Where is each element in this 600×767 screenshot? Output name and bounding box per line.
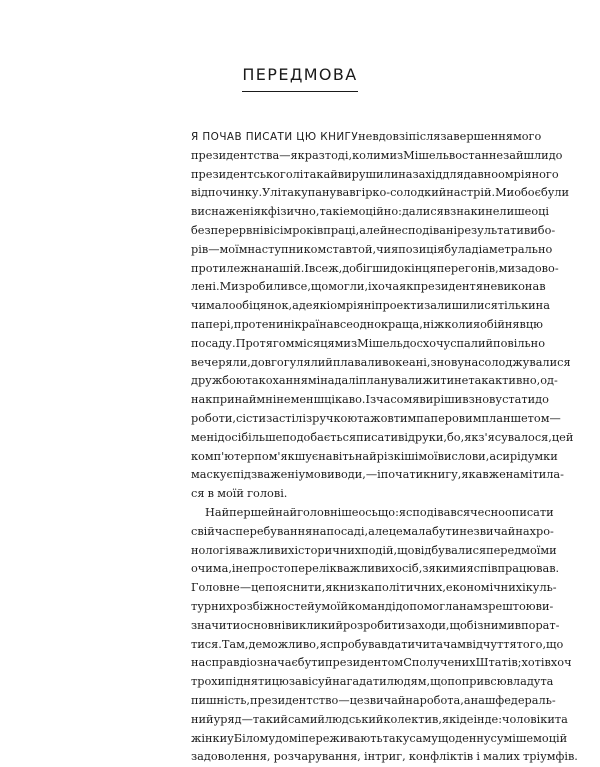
text-line: вечеряли, довго гуляли й плавали в океані, знову насолоджувалися xyxy=(191,355,571,369)
text-line: посаду. Протягом місяця ми з Мішель досхочу спали й повільно xyxy=(191,336,546,350)
text-line: виснажені як фізично, так і емоційно: далися взнаки не лише оці xyxy=(191,205,549,219)
text-line: нологія важливих історичних подій, що відбувалися перед моїми xyxy=(191,543,557,557)
text-line: рів — моїм наступником став той, чия позиція була діаметрально xyxy=(191,242,553,256)
text-line: протилежна нашій. І все ж, добігши до кінця перегонів, ми задово- xyxy=(191,261,559,275)
text-line: маскує під зважені умовиводи, — і почати книгу, яка вже намітила- xyxy=(191,468,564,482)
text-line: мені досі більше подобається писати від руки, бо, як з'ясувалося, цей xyxy=(191,430,574,444)
text-line: очима, і не просто перелік важливих осіб, з якими я співпрацював. xyxy=(191,562,560,576)
text-line: безперервні вісім років праці, але й несподівані результати вибо- xyxy=(191,223,556,237)
text-line: комп'ютер пом'якшує навіть найрізкіші мої вислови, а сирі думки xyxy=(191,449,558,463)
text-line: жінки у Білому домі переживають таку саму щоденну суміш емоцій xyxy=(191,731,568,745)
text-line: Головне — це пояснити, як низка політичних, економічних і куль- xyxy=(191,581,557,595)
text-line: тися. Там, де можливо, я спробував дати читачам відчуття того, що xyxy=(191,637,564,651)
text-line: чимало обіцянок, а деякі омріяні проекти залишилися тільки на xyxy=(191,299,550,313)
text-line: пишність, президентство — це звичайна робота, а наш федераль- xyxy=(191,693,556,707)
lead-in: Я ПОЧАВ ПИСАТИ ЦЮ КНИГУ xyxy=(191,131,359,143)
text-line: ний уряд — такий самий людський колектив, як і деінде: чоловіки та xyxy=(191,712,568,726)
text-line: нак принаймні не менш цікаво. І з часом я вирішив знову стати до xyxy=(191,393,549,407)
text-line: Я ПОЧАВ ПИСАТИ ЦЮ КНИГУ невдовзі після завершення мого xyxy=(191,128,428,147)
body-text xyxy=(191,128,578,767)
text-line: дружбою та коханням і надалі планували жити не так активно, од- xyxy=(191,374,558,388)
chapter-heading-text: ПЕРЕДМОВА xyxy=(242,65,357,92)
text-line: значити основні виклики й розробити заходи, щоб із ними впорат- xyxy=(191,618,560,632)
text-line: президентства — якраз тоді, коли ми з Мішель востанне зайшли до xyxy=(191,148,563,162)
text-line: задоволення, розчарування, інтриг, конфліктів і малих тріумфів. xyxy=(191,750,578,764)
text-line: насправді означає бути президентом Сполучених Штатів; хотів хоч xyxy=(191,656,572,670)
chapter-heading xyxy=(0,65,600,92)
text-line: відпочинку. У літаку панував гірко-солодкий настрій. Ми обоє були xyxy=(191,186,570,200)
text-line: турних розбіжностей у моїй команді допомогла нам зрештою ви- xyxy=(191,599,554,613)
text-line: ся в моїй голові. xyxy=(191,487,288,501)
text-line: папері, проте нині країна все одно краща, ніж коли я обійняв цю xyxy=(191,317,543,331)
text-line: Найперше й найголовніше ось що: я сподівався чесно описати xyxy=(205,505,554,519)
text-line: президентського літака й вирушили на захід для давно омріяного xyxy=(191,167,559,181)
text-line: свій час перебування на посаді, але це мала бути не звичайна хро- xyxy=(191,524,554,538)
text-line: трохи підняти цю завісу й нагадати людям, що попри всю владу та xyxy=(191,675,554,689)
text-line: лені. Ми зробили все, що могли, і хоча як президент я не виконав xyxy=(191,280,546,294)
text-line: роботи, сісти за стіл із ручкою та жовтим паперовим планшетом — xyxy=(191,411,561,425)
